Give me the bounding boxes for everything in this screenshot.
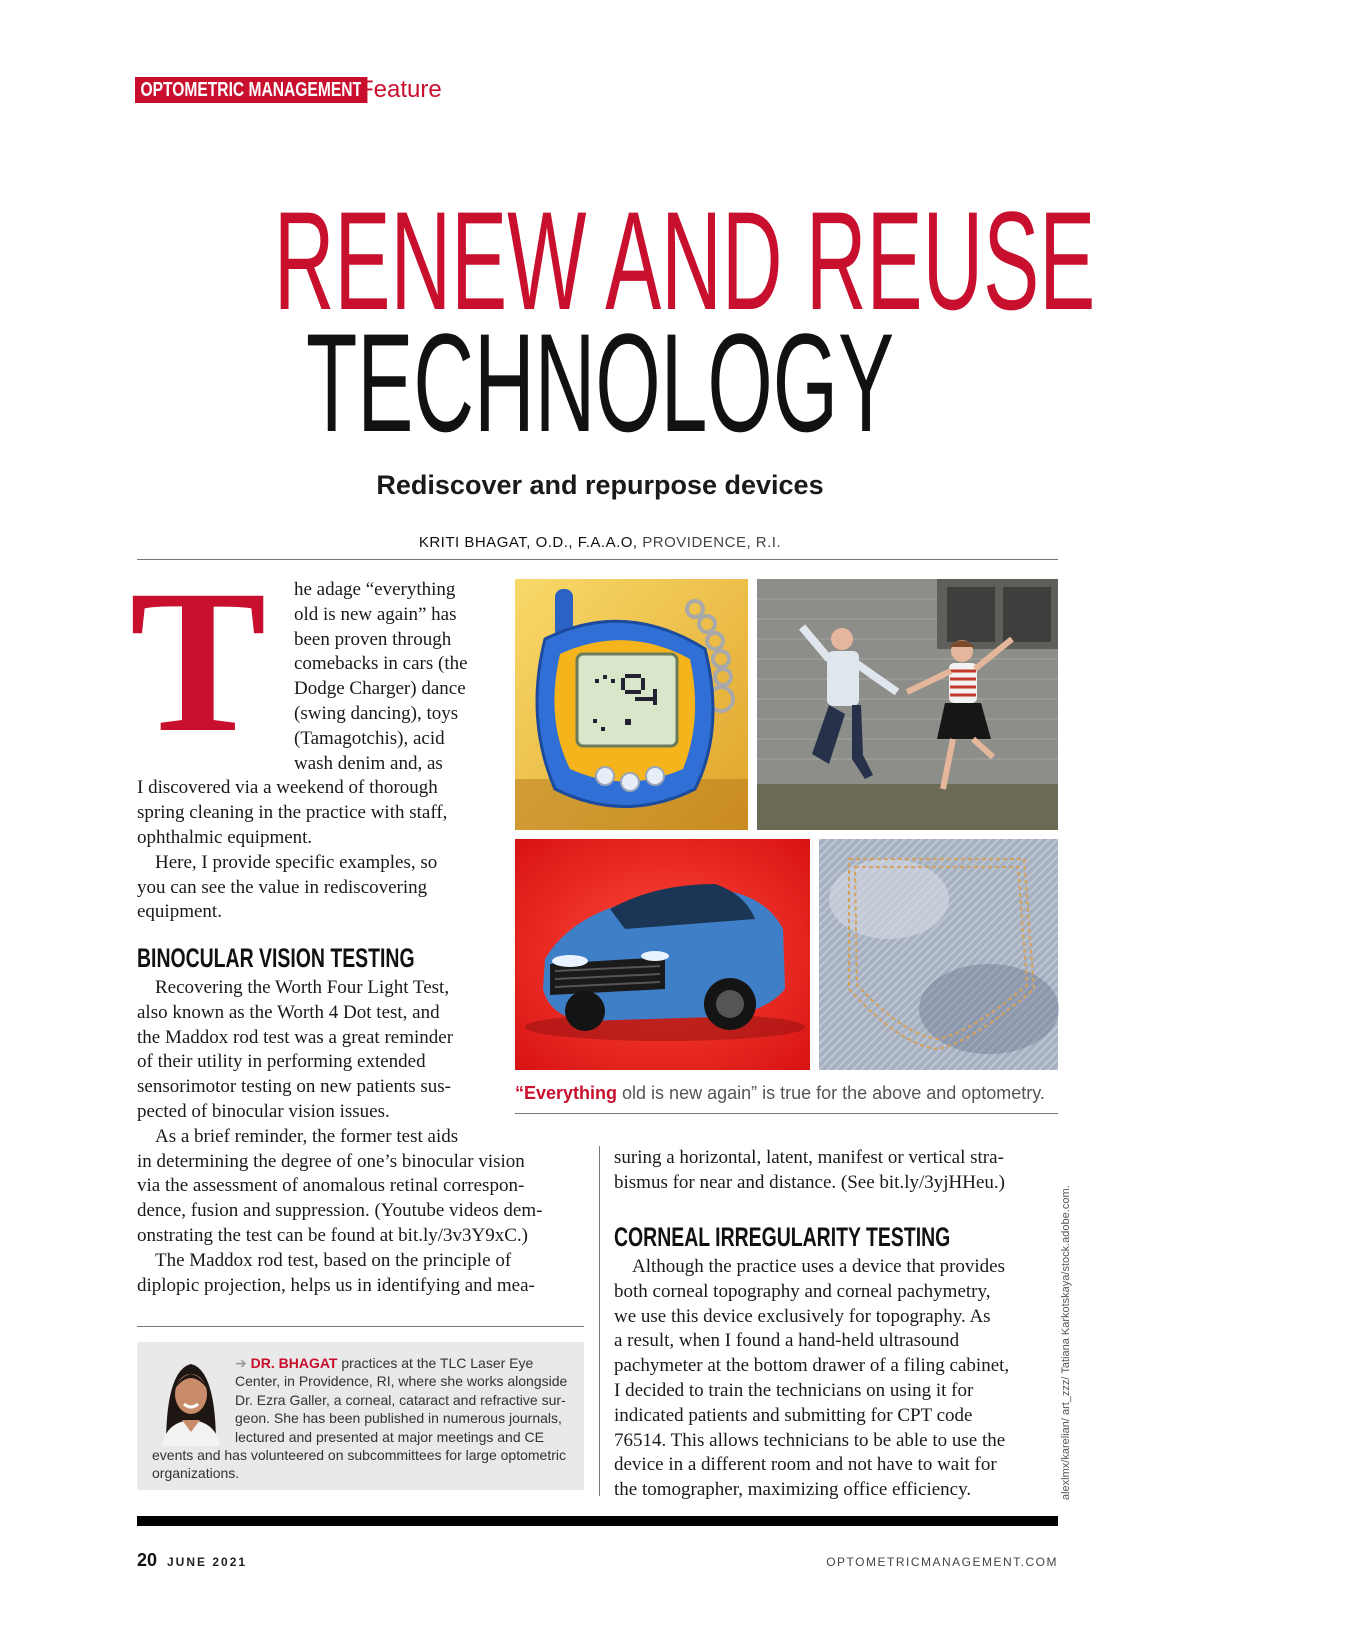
page-number: 20 bbox=[137, 1550, 158, 1570]
text-line: onstrating the test can be found at bit.ly/3v3Y9xC.) bbox=[137, 1224, 529, 1246]
text-line: I decided to train the technicians on using it for bbox=[614, 1379, 974, 1401]
section-heading-binocular: BINOCULAR VISION TESTING bbox=[137, 943, 415, 973]
text-line: indicated patients and submitting for CPT code bbox=[614, 1404, 973, 1426]
text-line: you can see the value in rediscovering bbox=[137, 876, 428, 898]
bio-top-rule bbox=[137, 1326, 584, 1327]
author-location: PROVIDENCE, R.I. bbox=[642, 534, 782, 551]
text-line: equipment. bbox=[137, 901, 222, 923]
author-photo bbox=[152, 1350, 230, 1446]
subtitle: Rediscover and repurpose devices bbox=[376, 470, 824, 500]
bio-line: organizations. bbox=[152, 1465, 240, 1482]
text-line: 76514. This allows technicians to be able to use the bbox=[614, 1429, 1006, 1451]
text-line: via the assessment of anomalous retinal correspon- bbox=[137, 1175, 525, 1197]
text-line: device in a different room and not have to wait for bbox=[614, 1454, 997, 1476]
issue-date: JUNE 2021 bbox=[167, 1555, 248, 1569]
bio-line: Center, in Providence, RI, where she works alongside bbox=[235, 1373, 568, 1390]
text-line: also known as the Worth 4 Dot test, and bbox=[137, 1001, 440, 1023]
bio-line: Dr. Ezra Galler, a corneal, cataract and refractive sur- bbox=[235, 1391, 566, 1408]
arrow-icon: ➔ bbox=[235, 1355, 247, 1371]
caption-text: old is new again” is true for the above and optometry. bbox=[617, 1083, 1045, 1103]
text-line: sensorimotor testing on new patients sus- bbox=[137, 1076, 451, 1098]
text-line: pected of binocular vision issues. bbox=[137, 1100, 390, 1122]
photo-caption bbox=[515, 1083, 1045, 1104]
text-line: of their utility in performing extended bbox=[137, 1051, 426, 1073]
byline-rule bbox=[137, 559, 1058, 560]
photo-dodge-charger bbox=[515, 839, 810, 1070]
text-line: we use this device exclusively for topography. As bbox=[614, 1305, 991, 1327]
magazine-label: OPTOMETRIC MANAGEMENT bbox=[135, 77, 368, 103]
column-divider bbox=[599, 1146, 600, 1496]
title-line-1: RENEW AND REUSE bbox=[273, 182, 1096, 339]
website: OPTOMETRICMANAGEMENT.COM bbox=[826, 1555, 1058, 1569]
corneal-paragraph bbox=[614, 1255, 1009, 1503]
author-name: KRITI BHAGAT, O.D., F.A.A.O, bbox=[418, 534, 638, 551]
photo-acid-wash-denim bbox=[819, 839, 1058, 1070]
text-line: I discovered via a weekend of thorough bbox=[137, 777, 438, 799]
author-bio-box bbox=[137, 1342, 584, 1490]
section-tag bbox=[135, 76, 442, 103]
bio-line: practices at the TLC Laser Eye bbox=[337, 1355, 534, 1371]
title-line-2: TECHNOLOGY bbox=[305, 304, 895, 461]
text-line: both corneal topography and corneal pachymetry, bbox=[614, 1280, 991, 1302]
caption-rule bbox=[515, 1113, 1058, 1114]
text-line: Recovering the Worth Four Light Test, bbox=[155, 977, 450, 998]
section-heading-corneal: CORNEAL IRREGULARITY TESTING bbox=[614, 1222, 951, 1252]
footer-bar bbox=[137, 1516, 1058, 1526]
text-line: pachymeter at the bottom drawer of a filing cabinet, bbox=[614, 1355, 1010, 1377]
text-line: Dodge Charger) dance bbox=[294, 678, 466, 700]
section-label: Feature bbox=[359, 76, 442, 103]
text-line: old is new again” has bbox=[294, 603, 457, 625]
text-line: comebacks in cars (the bbox=[294, 653, 468, 675]
binocular-paragraph-right bbox=[614, 1146, 1005, 1196]
text-line: diplopic projection, helps us in identifying and mea- bbox=[137, 1274, 535, 1296]
photo-credit: alexlmx/karelian/ art_zzz/ Tatiana Karkotskaya/stock.adobe.com. bbox=[1060, 1185, 1072, 1500]
binocular-paragraph-b bbox=[137, 1150, 542, 1299]
bio-line: geon. She has been published in numerous journals, bbox=[235, 1410, 562, 1427]
text-line: suring a horizontal, latent, manifest or vertical stra- bbox=[614, 1147, 1004, 1168]
text-line: Here, I provide specific examples, so bbox=[155, 851, 438, 873]
bio-name: DR. BHAGAT bbox=[250, 1355, 338, 1371]
text-line: a result, when I found a hand-held ultrasound bbox=[614, 1330, 960, 1352]
text-line: ophthalmic equipment. bbox=[137, 826, 313, 848]
text-line: the tomographer, maximizing office efficiency. bbox=[614, 1479, 972, 1501]
text-line: spring cleaning in the practice with staff, bbox=[137, 802, 448, 824]
bio-line: events and has volunteered on subcommittees for large optometric bbox=[152, 1447, 567, 1463]
intro-paragraph bbox=[294, 578, 468, 776]
drop-cap-letter: T bbox=[129, 548, 267, 775]
text-line: Although the practice uses a device that provides bbox=[632, 1256, 1006, 1277]
drop-cap bbox=[129, 548, 267, 775]
text-line: wash denim and, as bbox=[294, 752, 443, 774]
text-line: bismus for near and distance. (See bit.ly/3yjHHeu.) bbox=[614, 1171, 1005, 1193]
caption-highlight: “Everything bbox=[515, 1083, 618, 1103]
intro-continuation bbox=[137, 776, 447, 925]
text-line: been proven through bbox=[294, 628, 452, 650]
binocular-paragraph-a bbox=[137, 976, 458, 1150]
text-line: (Tamagotchis), acid bbox=[294, 727, 445, 749]
text-line: The Maddox rod test, based on the principle of bbox=[155, 1249, 512, 1271]
bio-line: lectured and presented at major meetings and CE bbox=[235, 1428, 544, 1445]
text-line: dence, fusion and suppression. (Youtube videos dem- bbox=[137, 1200, 543, 1222]
text-line: As a brief reminder, the former test aids bbox=[155, 1125, 459, 1147]
text-line: the Maddox rod test was a great reminder bbox=[137, 1026, 454, 1048]
photo-swing-dancers bbox=[757, 579, 1058, 830]
text-line: in determining the degree of one’s binocular vision bbox=[137, 1150, 525, 1172]
text-line: (swing dancing), toys bbox=[294, 702, 459, 724]
text-line: he adage “everything bbox=[294, 579, 456, 600]
photo-tamagotchi bbox=[515, 579, 748, 830]
